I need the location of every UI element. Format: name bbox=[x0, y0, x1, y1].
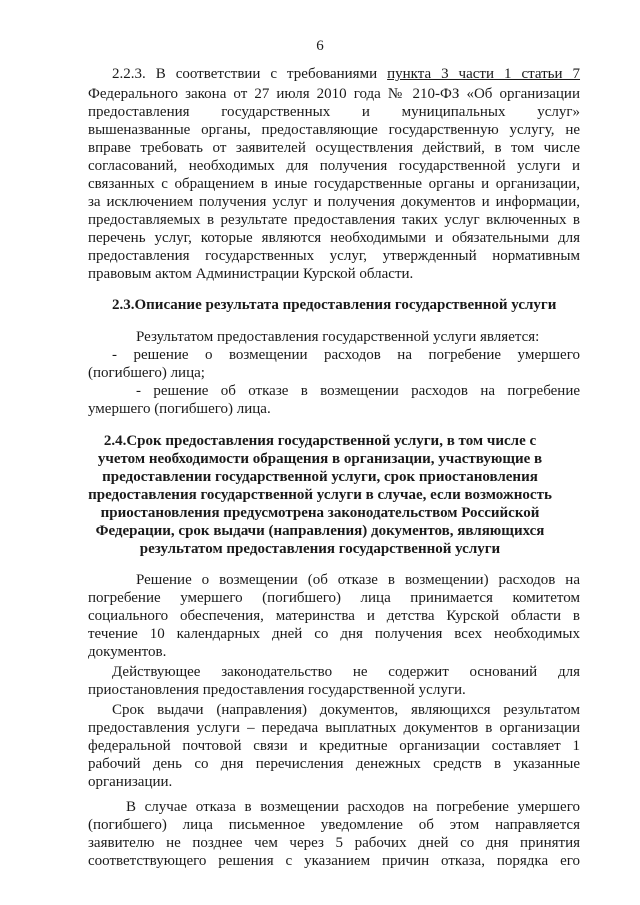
paragraph-issuance-line: Срок выдачи (направления) документов, являющихся результатом bbox=[112, 702, 580, 718]
paragraph-2-2-3-line: согласований, необходимых для получения государственной услуги и bbox=[88, 158, 580, 174]
section-heading-2-4-line: 2.4.Срок предоставления государственной услуги, в том числе с bbox=[103, 433, 537, 449]
paragraph-refusal-line: (погибшего) лица письменное уведомление об этом направляется bbox=[88, 817, 580, 833]
page-number: 6 bbox=[316, 38, 324, 54]
section-heading-2-4-line: предоставлении государственной услуги, срок приостановления bbox=[102, 469, 538, 485]
paragraph-refusal-line: заявителю не позднее чем через 5 рабочих дней со дня принятия bbox=[88, 835, 580, 851]
paragraph-issuance-line: организации. bbox=[88, 774, 173, 790]
paragraph-2-2-3-line: связанных с обращением в иные государственные органы и организации, bbox=[88, 176, 580, 192]
section-heading-2-4-line: учетом необходимости обращения в организации, участвующие в bbox=[97, 451, 543, 467]
paragraph-2-2-3-line: предоставления государственных услуг, утвержденный нормативным bbox=[88, 248, 580, 264]
section-heading-2-4-line: предоставления государственной услуги в случае, если возможность bbox=[88, 487, 552, 503]
paragraph-refusal-line: В случае отказа в возмещении расходов на погребение умершего bbox=[126, 799, 580, 815]
result-intro: Результатом предоставления государственной услуги является: bbox=[136, 329, 540, 345]
paragraph-2-2-3-line bbox=[112, 66, 580, 83]
paragraph-2-2-3-line: перечень услуг, которые являются необходимыми и обязательными для bbox=[88, 230, 580, 246]
law-reference-link[interactable]: пункта 3 части 1 статьи 7 bbox=[387, 66, 581, 82]
paragraph-2-2-3-lead: 2.2.3. В соответствии с требованиями bbox=[112, 66, 388, 82]
paragraph-decision-line: Решение о возмещении (об отказе в возмещении) расходов на bbox=[136, 572, 580, 588]
paragraph-2-2-3-line: за исключением получения услуг и получения документов и информации, bbox=[88, 194, 580, 210]
paragraph-2-2-3-line: предоставления государственных и муниципальных услуг» bbox=[88, 104, 580, 120]
paragraph-2-2-3-line: Федерального закона от 27 июля 2010 года № 210-ФЗ «Об организации bbox=[88, 86, 580, 102]
section-heading-2-4-line: приостановления предусмотрена законодательством Российской bbox=[100, 505, 540, 521]
result-item-line: - решение об отказе в возмещении расходов на погребение bbox=[136, 383, 580, 399]
paragraph-2-2-3-line: правовым актом Администрации Курской области. bbox=[88, 266, 414, 282]
paragraph-2-2-3-line: вышеназванные органы, предоставляющие государственную услугу, не bbox=[88, 122, 580, 138]
section-heading-2-4-line: результатом предоставления государственной услуги bbox=[139, 541, 501, 557]
paragraph-2-2-3-line: предоставляемых в результате предоставления таких услуг включенных в bbox=[88, 212, 580, 228]
paragraph-decision-line: погребение умершего (погибшего) лица принимается комитетом bbox=[88, 590, 580, 606]
paragraph-suspension-line: приостановления предоставления государственной услуги. bbox=[88, 682, 466, 698]
paragraph-decision-line: социального обеспечения, материнства и детства Курской области в bbox=[88, 608, 580, 624]
paragraph-refusal-line: соответствующего решения с указанием причин отказа, порядка его bbox=[88, 853, 580, 869]
paragraph-issuance-line: предоставления услуги – передача выплатных документов в организации bbox=[88, 720, 580, 736]
paragraph-suspension-line: Действующее законодательство не содержит оснований для bbox=[112, 664, 580, 680]
result-item-line: - решение о возмещении расходов на погребение умершего bbox=[112, 347, 580, 363]
result-item-line: (погибшего) лица; bbox=[88, 365, 205, 381]
paragraph-issuance-line: федеральной почтовой связи и кредитные организации составляет 1 bbox=[88, 738, 580, 754]
paragraph-2-2-3-line: вправе требовать от заявителей осуществления действий, в том числе bbox=[88, 140, 580, 156]
paragraph-decision-line: документов. bbox=[88, 644, 167, 660]
paragraph-decision-line: течение 10 календарных дней со дня получения всех необходимых bbox=[88, 626, 580, 642]
result-item-line: умершего (погибшего) лица. bbox=[88, 401, 271, 417]
section-heading-2-4-line: Федерации, срок выдачи (направления) документов, являющихся bbox=[95, 523, 545, 539]
paragraph-issuance-line: рабочий день со дня перечисления денежных средств в указанные bbox=[88, 756, 580, 772]
section-heading-2-3: 2.3.Описание результата предоставления государственной услуги bbox=[112, 297, 557, 313]
